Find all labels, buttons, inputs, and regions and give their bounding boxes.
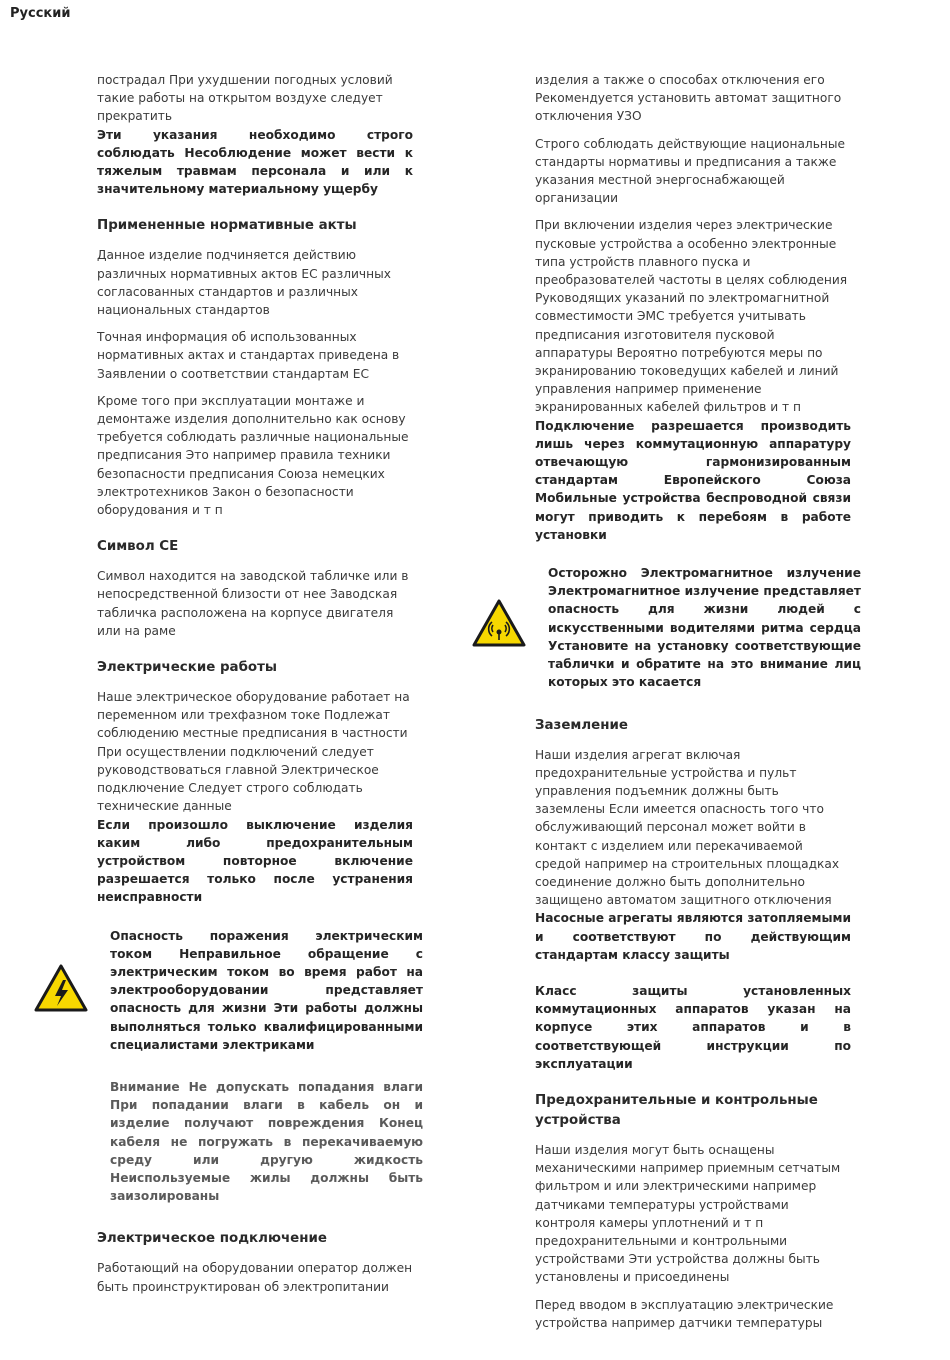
paragraph: Работающий на оборудовании оператор должен быть проинструктирован об электропитании — [97, 1261, 413, 1294]
warning-electric-shock — [97, 927, 423, 1054]
heading-electric-connection: Электрическое подключение — [97, 1231, 327, 1247]
heading-ce: Символ CE — [97, 539, 179, 555]
warning-text: Осторожно Электромагнитное излучение Электромагнитное излучение представляет опасность для жизни людей с искусственными водителями ритма сердца Установите на установку соответствующие таблички и обратите на это внимание лиц которых это касается — [548, 566, 861, 690]
left-column — [97, 71, 423, 1305]
electric-shock-warning-icon — [33, 963, 89, 1013]
paragraph: Перед вводом в эксплуатацию электрические устройства например датчики температуры — [535, 1297, 834, 1330]
heading-grounding: Заземление — [535, 717, 628, 733]
paragraph: Кроме того при эксплуатации монтаже и демонтаже изделия дополнительно как основу требуется соблюдать различные национальные предписания Это например правила техники безопасности предписания Союза немецких электротехников Закон о безопасности оборудования и т п — [97, 393, 409, 518]
paragraph: При включении изделия через электрические пусковые устройства а особенно электронные типа устройств плавного пуска и преобразователей частоты в целях соблюдения Руководящих указаний по электромагнитной совместимости ЭМС требуется учитывать предписания изготовителя пусковой аппаратуры Вероятно потребуются меры по экранированию токоведущих кабелей и линий управления например применение экранированных кабелей фильтров и т п — [535, 218, 848, 415]
right-column — [535, 71, 861, 1341]
paragraph: Данное изделие подчиняется действию различных нормативных актов ЕС различных согласованных стандартов и различных национальных стандартов — [97, 248, 391, 318]
bold-paragraph: Эти указания необходимо строго соблюдать Несоблюдение может вести к тяжелым травмам персонала и или к значительному материальному ущербу — [97, 127, 413, 197]
paragraph: пострадал При ухудшении погодных условий такие работы на открытом воздухе следует прекратить — [97, 73, 393, 124]
heading-electric-works: Электрические работы — [97, 660, 278, 676]
paragraph: Строго соблюдать действующие национальные стандарты нормативы и предписания а также указания местной энергоснабжающей организации — [535, 136, 845, 206]
heading-safety-devices: Предохранительные и контрольные устройства — [535, 1092, 818, 1128]
language-label: Русский — [10, 6, 71, 21]
paragraph: Точная информация об использованных нормативных актах и стандартах приведена в Заявлении о соответствии стандартам ЕС — [97, 330, 400, 381]
paragraph: Наше электрическое оборудование работает на переменном или трехфазном токе Подлежат соблюдению местные предписания в частности При осуществлении подключений следует руководствоваться главной Электрическое подключение Следует строго соблюдать технические данные — [97, 690, 410, 814]
heading-norms: Примененные нормативные акты — [97, 218, 357, 234]
paragraph: Символ находится на заводской табличке или в непосредственной близости от нее Заводская табличка расположена на корпусе двигателя или на раме — [97, 569, 409, 638]
bold-paragraph: Если произошло выключение изделия каким либо предохранительным устройством повторное включение разрешается только после устранения неисправности — [97, 817, 413, 905]
paragraph: Наши изделия агрегат включая предохранительные устройства и пульт управления подъемник должны быть заземлены Если имеется опасность того что обслуживающий персонал может войти в контакт с изделием или перекачиваемой средой например на строительных площадках соединение должно быть дополнительно защищено автоматом защитного отключения — [535, 747, 840, 908]
electromagnetic-radiation-warning-icon — [471, 598, 527, 648]
warning-moisture — [97, 1078, 423, 1205]
warning-text: Опасность поражения электрическим током Неправильное обращение с электрическим током во время работ на электрооборудовании представляет опасность для жизни Эти работы должны выполняться только квалифицированными специалистами электриками — [110, 928, 423, 1052]
paragraph: Наши изделия могут быть оснащены механическими например приемным сетчатым фильтром и или электрическими например датчиками температуры устройствами контроля камеры уплотнений и т п предохранительными и контрольными устройствами Эти устройства должны быть установлены и присоединены — [535, 1142, 841, 1285]
paragraph: изделия а также о способах отключения его Рекомендуется установить автомат защитного отключения УЗО — [535, 73, 842, 124]
warning-emf — [535, 564, 861, 691]
warning-text: Внимание Не допускать попадания влаги При попадании влаги в кабель он и изделие получают повреждения Конец кабеля не погружать в перекачиваемую среду или другую жидкость Неиспользуемые жилы должны быть заизолированы — [110, 1079, 423, 1204]
bold-paragraph: Насосные агрегаты являются затопляемыми и соответствуют по действующим стандартам классу защиты — [535, 911, 851, 962]
bold-paragraph: Класс защиты установленных коммутационных аппаратов указан на корпусе этих аппаратов и в соответствующей инструкции по эксплуатации — [535, 983, 851, 1071]
bold-paragraph: Подключение разрешается производить лишь через коммутационную аппаратуру отвечающую гармонизированным стандартам Европейского Союза Мобильные устройства беспроводной связи могут приводить к перебоям в работе установки — [535, 418, 851, 542]
